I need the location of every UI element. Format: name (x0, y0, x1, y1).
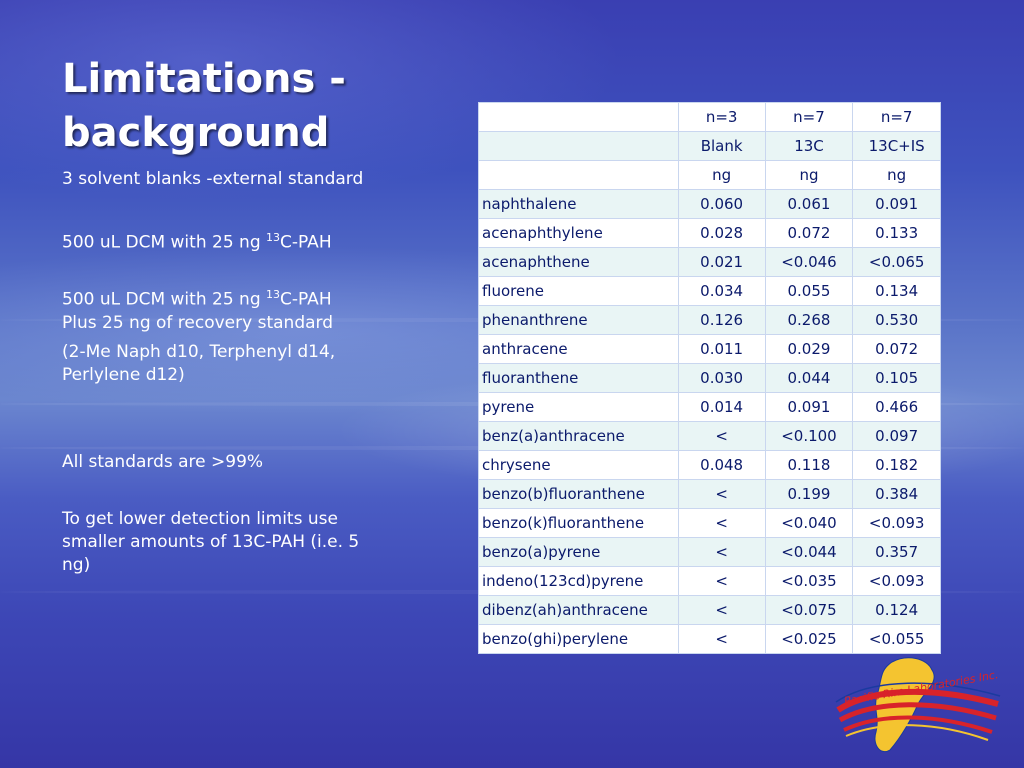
header-cell: Blank (678, 132, 765, 161)
table-body (479, 103, 941, 654)
value-cell: 0.055 (765, 277, 853, 306)
compound-name-cell: benzo(ghi)perylene (479, 625, 679, 654)
value-cell: <0.055 (853, 625, 941, 654)
table-row (479, 538, 941, 567)
superscript: 13 (266, 288, 281, 301)
compound-name-cell: benzo(k)fluoranthene (479, 509, 679, 538)
value-cell: < (678, 567, 765, 596)
value-cell: <0.065 (853, 248, 941, 277)
value-cell: 0.091 (765, 393, 853, 422)
compound-name-cell: chrysene (479, 451, 679, 480)
bullet-text: 500 uL DCM with 25 ng (62, 289, 267, 310)
compound-name-cell: naphthalene (479, 190, 679, 219)
value-cell: < (678, 596, 765, 625)
table-row (479, 480, 941, 509)
table-header-row (479, 161, 941, 190)
table-row (479, 277, 941, 306)
value-cell: 0.268 (765, 306, 853, 335)
header-cell: ng (853, 161, 941, 190)
value-cell: 0.029 (765, 335, 853, 364)
value-cell: 0.011 (678, 335, 765, 364)
compound-name-cell: acenaphthylene (479, 219, 679, 248)
value-cell: < (678, 538, 765, 567)
logo-text: Pacific Rim Laboratories Inc. (843, 668, 1000, 708)
table-header-row (479, 132, 941, 161)
table-row (479, 190, 941, 219)
value-cell: 0.028 (678, 219, 765, 248)
value-cell: 0.124 (853, 596, 941, 625)
table-row (479, 219, 941, 248)
value-cell: < (678, 480, 765, 509)
value-cell: 0.014 (678, 393, 765, 422)
superscript: 13 (266, 231, 281, 244)
value-cell: 0.061 (765, 190, 853, 219)
value-cell: <0.044 (765, 538, 853, 567)
bullet-recovery-standard: Plus 25 ng of recovery standard (62, 313, 334, 333)
table-row (479, 306, 941, 335)
bullet-standards-list: (2-Me Naph d10, Terphenyl d14, Perlylene d12) (62, 342, 336, 385)
value-cell: <0.100 (765, 422, 853, 451)
bullet-text: 500 uL DCM with 25 ng (62, 232, 267, 253)
value-cell: <0.075 (765, 596, 853, 625)
pah-blank-table (478, 102, 941, 654)
compound-name-cell: benz(a)anthracene (479, 422, 679, 451)
value-cell: 0.097 (853, 422, 941, 451)
value-cell: < (678, 509, 765, 538)
header-cell: ng (765, 161, 853, 190)
value-cell: <0.093 (853, 509, 941, 538)
table-row (479, 393, 941, 422)
value-cell: 0.530 (853, 306, 941, 335)
compound-name-cell: fluoranthene (479, 364, 679, 393)
header-cell: n=7 (853, 103, 941, 132)
bullet-solvent-blanks: 3 solvent blanks -external standard (62, 169, 364, 189)
table-row (479, 596, 941, 625)
value-cell: <0.025 (765, 625, 853, 654)
slide-title (62, 52, 392, 160)
value-cell: <0.040 (765, 509, 853, 538)
value-cell: 0.030 (678, 364, 765, 393)
value-cell: 0.048 (678, 451, 765, 480)
bullet-dcm-13c-recovery (62, 283, 392, 312)
header-cell: ng (678, 161, 765, 190)
table-row (479, 422, 941, 451)
bullet-text: C-PAH (280, 232, 332, 253)
value-cell: 0.060 (678, 190, 765, 219)
bullet-standards-purity: All standards are >99% (62, 452, 264, 472)
table-header-row (479, 103, 941, 132)
bullet-detection-limits: To get lower detection limits use smaller amounts of 13C-PAH (i.e. 5 ng) (62, 509, 360, 575)
header-cell: n=7 (765, 103, 853, 132)
value-cell: 0.126 (678, 306, 765, 335)
value-cell: 0.021 (678, 248, 765, 277)
value-cell: 0.072 (765, 219, 853, 248)
title-line-1: Limitations - (62, 56, 346, 102)
table-row (479, 248, 941, 277)
value-cell: 0.072 (853, 335, 941, 364)
value-cell: 0.384 (853, 480, 941, 509)
value-cell: < (678, 422, 765, 451)
value-cell: 0.091 (853, 190, 941, 219)
table-row (479, 451, 941, 480)
value-cell: 0.105 (853, 364, 941, 393)
compound-name-cell: acenaphthene (479, 248, 679, 277)
value-cell: 0.199 (765, 480, 853, 509)
title-line-2: background (62, 110, 330, 156)
compound-name-cell: phenanthrene (479, 306, 679, 335)
value-cell: 0.044 (765, 364, 853, 393)
header-label-cell (479, 103, 679, 132)
header-label-cell (479, 132, 679, 161)
table-row (479, 567, 941, 596)
compound-name-cell: benzo(b)fluoranthene (479, 480, 679, 509)
value-cell: 0.134 (853, 277, 941, 306)
compound-name-cell: dibenz(ah)anthracene (479, 596, 679, 625)
table-row (479, 364, 941, 393)
compound-name-cell: fluorene (479, 277, 679, 306)
bullet-dcm-13c (62, 226, 392, 255)
header-cell: 13C (765, 132, 853, 161)
value-cell: 0.466 (853, 393, 941, 422)
value-cell: 0.357 (853, 538, 941, 567)
value-cell: 0.182 (853, 451, 941, 480)
table-row (479, 625, 941, 654)
value-cell: 0.118 (765, 451, 853, 480)
value-cell: < (678, 625, 765, 654)
bullet-text: C-PAH (280, 289, 332, 310)
value-cell: <0.046 (765, 248, 853, 277)
pacific-rim-logo (832, 652, 1004, 760)
compound-name-cell: pyrene (479, 393, 679, 422)
header-label-cell (479, 161, 679, 190)
table-row (479, 509, 941, 538)
compound-name-cell: benzo(a)pyrene (479, 538, 679, 567)
compound-name-cell: anthracene (479, 335, 679, 364)
value-cell: 0.034 (678, 277, 765, 306)
value-cell: <0.093 (853, 567, 941, 596)
value-cell: <0.035 (765, 567, 853, 596)
table-row (479, 335, 941, 364)
header-cell: 13C+IS (853, 132, 941, 161)
compound-name-cell: indeno(123cd)pyrene (479, 567, 679, 596)
header-cell: n=3 (678, 103, 765, 132)
value-cell: 0.133 (853, 219, 941, 248)
